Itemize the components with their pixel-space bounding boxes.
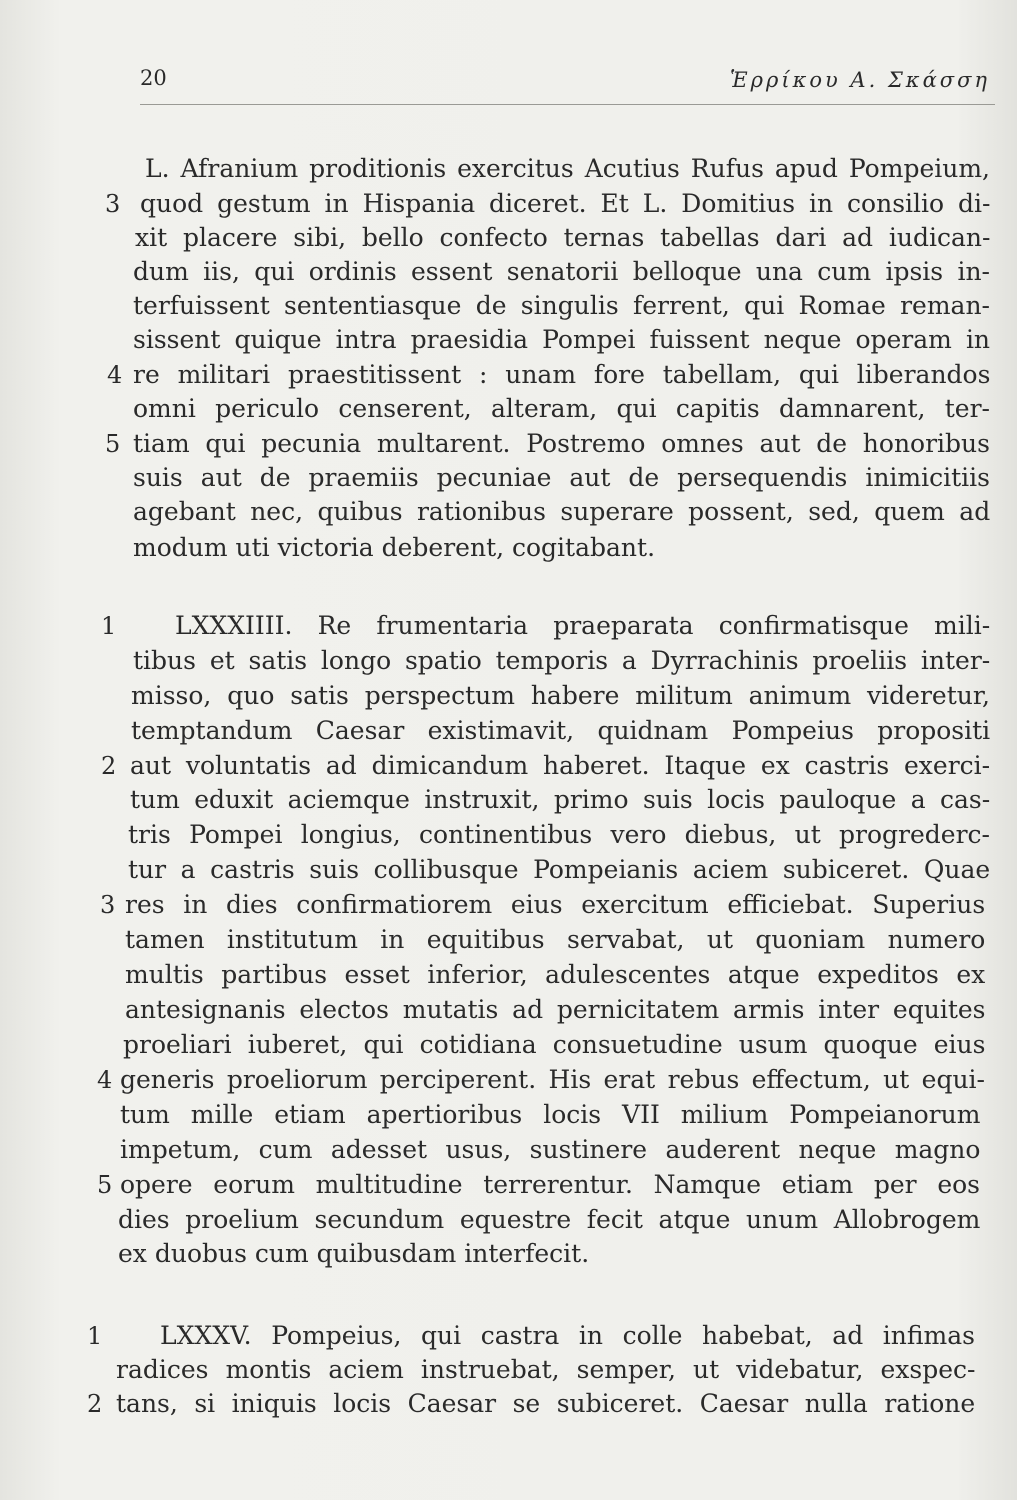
section-number: 3 bbox=[105, 190, 121, 218]
line-text: tamen institutum in equitibus servabat, ut quoniam numero bbox=[125, 925, 986, 954]
line-text: tum eduxit aciemque instruxit, primo suis locis pauloque a cas- bbox=[130, 785, 991, 814]
line-text: tur a castris suis collibusque Pompeianis aciem subiceret. Quae bbox=[128, 855, 991, 884]
text-line bbox=[0, 255, 1017, 289]
text-line bbox=[0, 644, 1017, 678]
text-line bbox=[0, 1098, 1017, 1132]
line-text: L. Afranium proditionis exercitus Acutius Rufus apud Pompeium, bbox=[145, 154, 990, 183]
line-text: LXXXV. Pompeius, qui castra in colle habebat, ad infimas bbox=[160, 1321, 975, 1350]
text-line bbox=[0, 1168, 1017, 1202]
line-text: res in dies confirmatiorem eius exercitum efficiebat. Superius bbox=[125, 890, 986, 919]
text-line bbox=[0, 1203, 1017, 1237]
section-number: 3 bbox=[100, 891, 116, 919]
section-number: 2 bbox=[101, 752, 117, 780]
line-text: tibus et satis longo spatio temporis a Dyrrachinis proeliis inter- bbox=[133, 646, 991, 675]
section-number: 4 bbox=[107, 361, 123, 389]
line-text: LXXXIIII. Re frumentaria praeparata confirmatisque mili- bbox=[175, 611, 991, 640]
section-number: 5 bbox=[105, 430, 121, 458]
line-text: tris Pompei longius, continentibus vero diebus, ut progrederc- bbox=[128, 820, 990, 849]
running-title: Ἑρρίκου Α. Σκάσση bbox=[729, 68, 990, 92]
text-line bbox=[0, 531, 1017, 565]
text-line bbox=[0, 818, 1017, 852]
text-line bbox=[0, 495, 1017, 529]
line-text: tans, si iniquis locis Caesar se subiceret. Caesar nulla ratione bbox=[116, 1389, 976, 1418]
line-text: multis partibus esset inferior, adulescentes atque expeditos ex bbox=[125, 960, 986, 989]
text-line bbox=[0, 888, 1017, 922]
text-line bbox=[0, 993, 1017, 1027]
text-line bbox=[0, 1353, 1017, 1387]
text-line bbox=[0, 152, 1017, 186]
text-line bbox=[0, 923, 1017, 957]
line-text: radices montis aciem instruebat, semper, ut videbatur, exspec- bbox=[116, 1355, 976, 1384]
text-line bbox=[0, 714, 1017, 748]
text-line bbox=[0, 427, 1017, 461]
line-text: tum mille etiam apertioribus locis VII milium Pompeianorum bbox=[120, 1100, 981, 1129]
line-text: xit placere sibi, bello confecto ternas tabellas dari ad iudican- bbox=[135, 223, 991, 252]
section-number: 1 bbox=[87, 1322, 103, 1350]
section-number: 1 bbox=[101, 612, 117, 640]
line-text: ex duobus cum quibusdam interfecit. bbox=[118, 1239, 590, 1268]
text-line bbox=[0, 958, 1017, 992]
text-line bbox=[0, 1319, 1017, 1353]
line-text: dies proelium secundum equestre fecit atque unum Allobrogem bbox=[118, 1205, 981, 1234]
line-text: aut voluntatis ad dimicandum haberet. Itaque ex castris exerci- bbox=[130, 751, 991, 780]
line-text: suis aut de praemiis pecuniae aut de persequendis inimicitiis bbox=[133, 463, 990, 492]
text-line bbox=[0, 1133, 1017, 1167]
text-line bbox=[0, 1063, 1017, 1097]
text-line bbox=[0, 853, 1017, 887]
line-text: tiam qui pecunia multarent. Postremo omnes aut de honoribus bbox=[133, 429, 990, 458]
header-rule bbox=[140, 104, 995, 105]
text-line bbox=[0, 221, 1017, 255]
text-line bbox=[0, 289, 1017, 323]
line-text: dum iis, qui ordinis essent senatorii belloque una cum ipsis in- bbox=[133, 257, 990, 286]
text-line bbox=[0, 783, 1017, 817]
text-line bbox=[0, 679, 1017, 713]
line-text: agebant nec, quibus rationibus superare possent, sed, quem ad bbox=[133, 497, 991, 526]
line-text: temptandum Caesar existimavit, quidnam Pompeius propositi bbox=[131, 716, 991, 745]
section-number: 4 bbox=[97, 1066, 113, 1094]
section-number: 2 bbox=[87, 1390, 103, 1418]
line-text: opere eorum multitudine terrerentur. Namque etiam per eos bbox=[120, 1170, 980, 1199]
line-text: proeliari iuberet, qui cotidiana consuetudine usum quoque eius bbox=[123, 1030, 986, 1059]
text-line bbox=[0, 392, 1017, 426]
line-text: re militari praestitissent : unam fore tabellam, qui liberandos bbox=[133, 360, 991, 389]
text-line bbox=[0, 187, 1017, 221]
line-text: antesignanis electos mutatis ad pernicitatem armis inter equites bbox=[125, 995, 986, 1024]
text-line bbox=[0, 749, 1017, 783]
text-line bbox=[0, 1237, 1017, 1271]
line-text: impetum, cum adesset usus, sustinere auderent neque magno bbox=[120, 1135, 981, 1164]
text-line bbox=[0, 461, 1017, 495]
line-text: misso, quo satis perspectum habere militum animum videretur, bbox=[131, 681, 990, 710]
line-text: terfuissent sententiasque de singulis ferrent, qui Romae reman- bbox=[133, 291, 990, 320]
line-text: modum uti victoria deberent, cogitabant. bbox=[133, 533, 656, 562]
text-line bbox=[0, 609, 1017, 643]
text-line bbox=[0, 323, 1017, 357]
page-header bbox=[140, 66, 990, 96]
text-line bbox=[0, 1028, 1017, 1062]
text-line bbox=[0, 358, 1017, 392]
page-number: 20 bbox=[140, 66, 167, 90]
section-number: 5 bbox=[97, 1171, 113, 1199]
line-text: generis proeliorum perciperent. His erat rebus effectum, ut equi- bbox=[120, 1065, 985, 1094]
line-text: quod gestum in Hispania diceret. Et L. Domitius in consilio di- bbox=[140, 189, 991, 218]
line-text: sissent quique intra praesidia Pompei fuissent neque operam in bbox=[133, 325, 991, 354]
text-line bbox=[0, 1387, 1017, 1421]
line-text: omni periculo censerent, alteram, qui capitis damnarent, ter- bbox=[133, 394, 990, 423]
